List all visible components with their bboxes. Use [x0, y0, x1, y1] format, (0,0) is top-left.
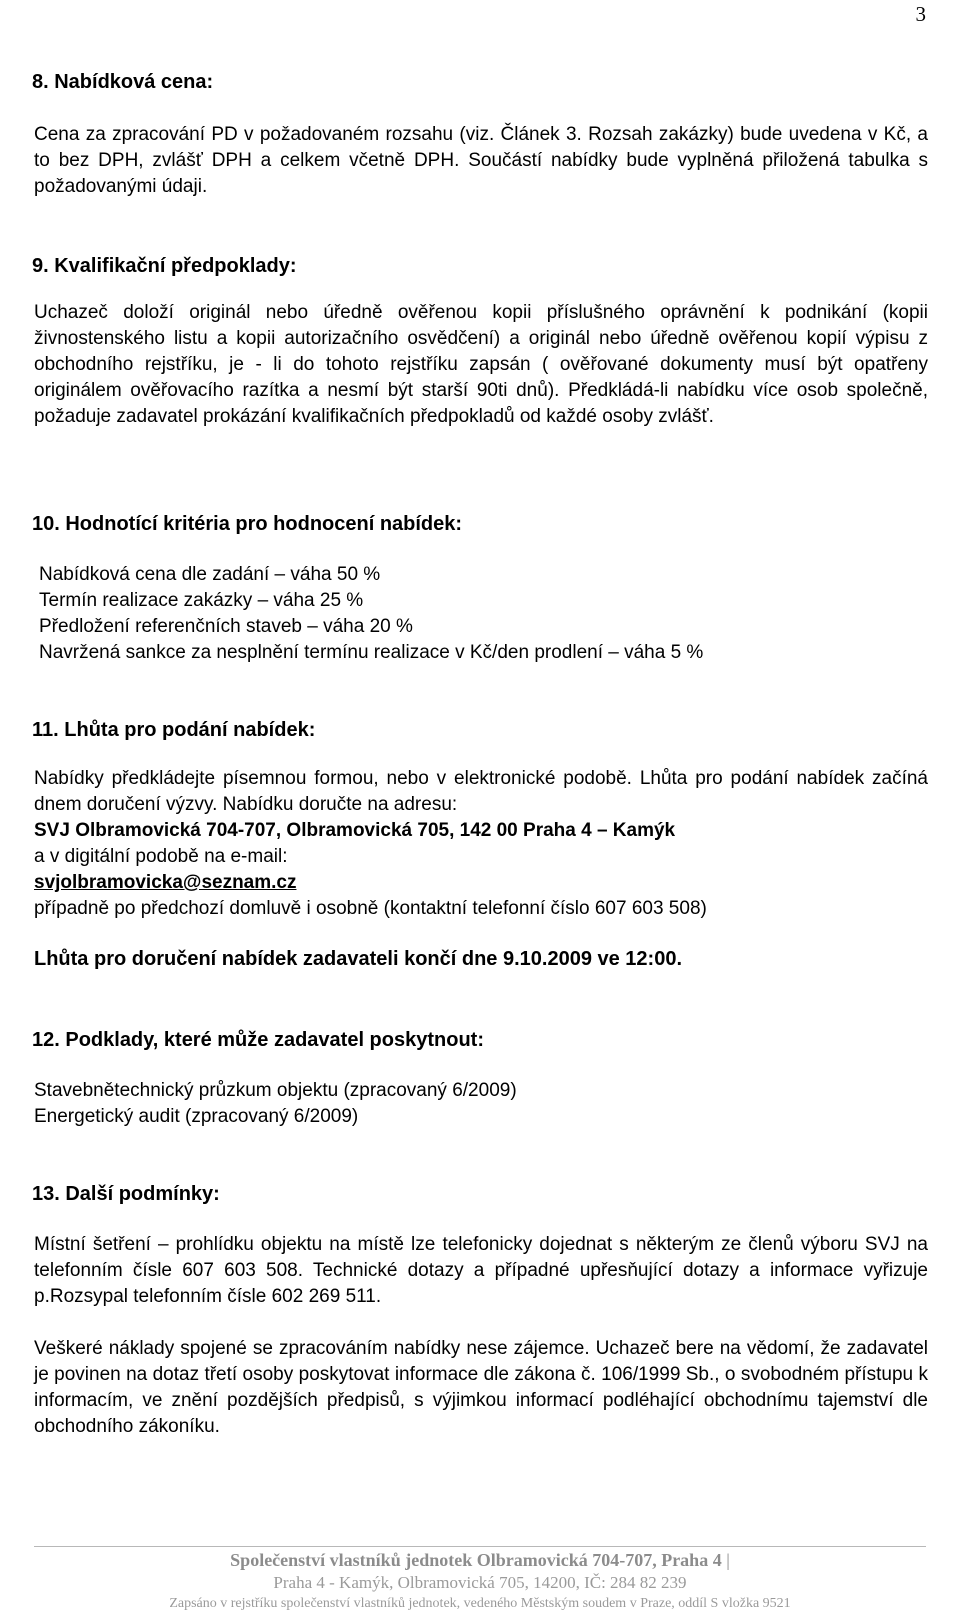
submission-deadline: Lhůta pro doručení nabídek zadavateli končí dne 9.10.2009 ve 12:00. [34, 948, 683, 970]
document-item: Energetický audit (zpracovaný 6/2009) [34, 1106, 359, 1127]
section-11-heading: 11. Lhůta pro podání nabídek: [32, 719, 316, 741]
criterion-item: Navržená sankce za nesplnění termínu realizace v Kč/den prodlení – váha 5 % [39, 642, 704, 663]
document-item: Stavebnětechnický průzkum objektu (zpracovaný 6/2009) [34, 1080, 517, 1101]
email-link[interactable]: svjolbramovicka@seznam.cz [34, 872, 297, 893]
footer-divider [34, 1546, 926, 1547]
footer-organization [0, 1548, 960, 1572]
contact-note: případně po předchozí domluvě i osobně (kontaktní telefonní číslo 607 603 508) [34, 898, 707, 919]
page-number: 3 [915, 2, 926, 26]
criterion-item: Termín realizace zakázky – váha 25 % [39, 590, 364, 611]
email-intro: a v digitální podobě na e-mail: [34, 846, 288, 867]
section-9-heading: 9. Kvalifikační předpoklady: [32, 255, 297, 277]
section-9-text: Uchazeč doloží originál nebo úředně ověřenou kopii příslušného oprávnění k podnikání (kopii živnostenského listu a kopii autorizačního osvědčení) a originál nebo úředně ověřenou kopií výpisu z obchodního rejstříku, je - li do tohoto rejstříku zapsán ( ověřované dokumenty musí být opatřeny originálem ověřovacího razítka a nesmí být starší 90ti dnů). Předkládá-li nabídku více osob společně, požaduje zadavatel prokázání kvalifikačních předpokladů od každé osoby zvlášť. [34, 302, 928, 427]
delivery-address: SVJ Olbramovická 704-707, Olbramovická 705, 142 00 Praha 4 – Kamýk [34, 820, 676, 841]
section-13-paragraph-2: Veškeré náklady spojené se zpracováním nabídky nese zájemce. Uchazeč bere na vědomí, že zadavatel je povinen na dotaz třetí osoby poskytovat informace dle zákona č. 106/1999 Sb., o svobodném přístupu k informacím, ve znění pozdějších předpisů, s výjimkou informací podléhající obchodnímu tajemství dle obchodního zákoníku. [34, 1338, 928, 1437]
section-8-heading: 8. Nabídková cena: [32, 71, 214, 93]
section-10-heading: 10. Hodnotící kritéria pro hodnocení nabídek: [32, 513, 463, 535]
section-13-heading: 13. Další podmínky: [32, 1183, 220, 1205]
footer-address: Praha 4 - Kamýk, Olbramovická 705, 14200, IČ: 284 82 239 [273, 1573, 687, 1592]
footer-registration: Zapsáno v rejstříku společenství vlastníků jednotek, vedeného Městským soudem v Praze, oddíl S vložka 9521 [169, 1596, 791, 1611]
section-13-paragraph-1: Místní šetření – prohlídku objektu na místě lze telefonicky dojednat s některým ze členů výboru SVJ na telefonním čísle 607 603 508. Technické dotazy a případné upřesňující dotazy a informace vyřizuje p.Rozsypal telefonním čísle 602 269 511. [34, 1234, 928, 1307]
criterion-item: Nabídková cena dle zadání – váha 50 % [39, 564, 381, 585]
section-8-text: Cena za zpracování PD v požadovaném rozsahu (viz. Článek 3. Rozsah zakázky) bude uvedena v Kč, a to bez DPH, zvlášť DPH a celkem včetně DPH. Součástí nabídky bude vyplněná přiložená tabulka s požadovanými údaji. [34, 124, 928, 197]
footer-organization-name: Společenství vlastníků jednotek Olbramovická 704-707, Praha 4 [230, 1550, 722, 1570]
page-footer [0, 1548, 960, 1614]
footer-separator: | [726, 1550, 730, 1570]
section-12-heading: 12. Podklady, které může zadavatel poskytnout: [32, 1029, 484, 1051]
section-11-text: Nabídky předkládejte písemnou formou, nebo v elektronické podobě. Lhůta pro podání nabídek začíná dnem doručení výzvy. Nabídku doručte na adresu: [34, 768, 928, 815]
criterion-item: Předložení referenčních staveb – váha 20 % [39, 616, 413, 637]
